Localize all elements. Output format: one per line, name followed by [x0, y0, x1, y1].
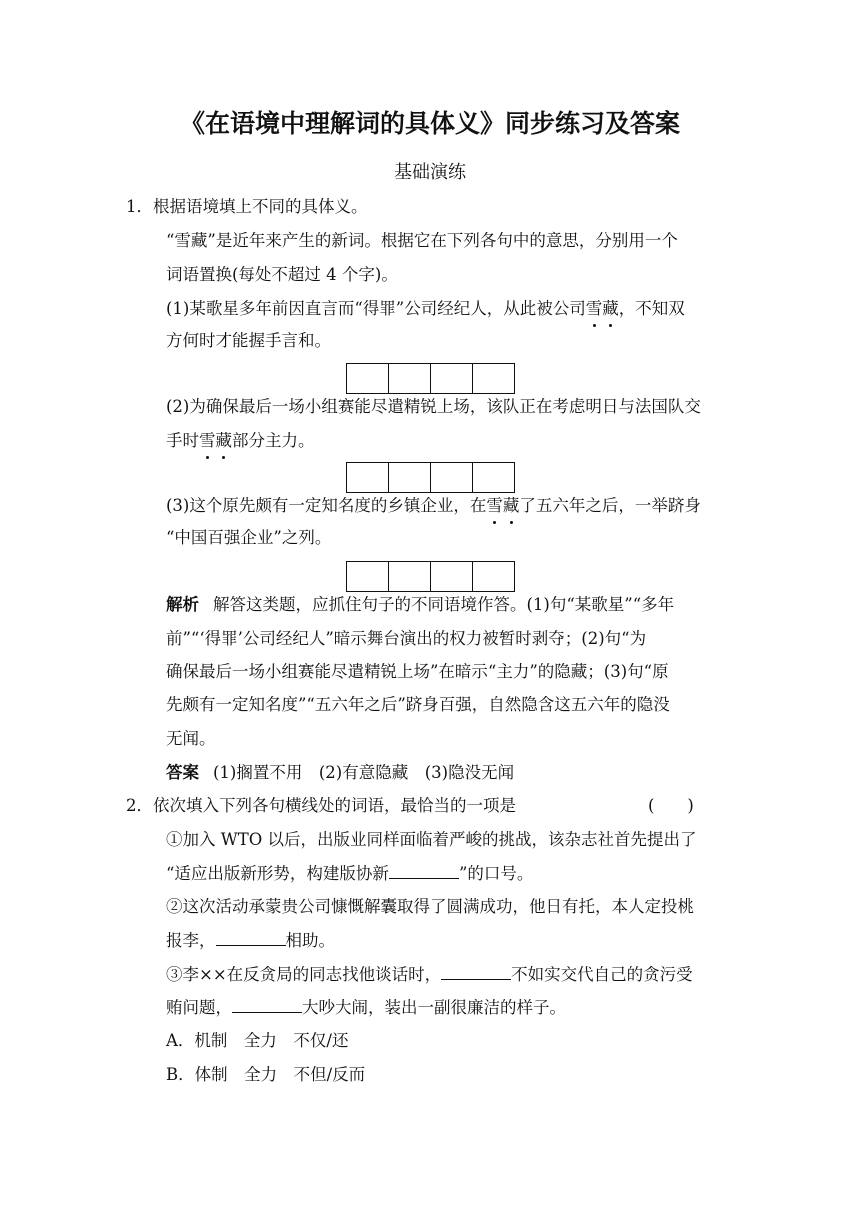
emphasis-char: 雪 — [585, 299, 603, 318]
answer-box[interactable] — [430, 363, 473, 394]
sentence-1-line-1: (1)某歌星多年前因直言而“得罪”公司经纪人，从此被公司雪藏，不知双 — [166, 299, 685, 318]
emphasis-char: 雪 — [486, 496, 503, 515]
answer-box[interactable] — [388, 561, 431, 592]
sentence-3-line-1: (3)这个原先颇有一定知名度的乡镇企业，在雪藏了五六年之后，一举跻身 — [166, 496, 701, 515]
analysis-line-2: 前”“‘得罪’公司经纪人”暗示舞台演出的权力被暂时剥夺；(2)句“为 — [166, 629, 647, 648]
emphasis-char: 藏 — [602, 299, 619, 318]
analysis-line-1: 解析 解答这类题，应抓住句子的不同语境作答。(1)句“某歌星”“多年 — [166, 595, 675, 614]
item-3-line-2: 贿问题， 大吵大闹，装出一副很廉洁的样子。 — [166, 998, 566, 1017]
answer-box[interactable] — [430, 561, 473, 592]
fill-blank[interactable] — [232, 996, 302, 1013]
answer-boxes-2[interactable] — [346, 462, 515, 492]
question-2-stem: 2．依次填入下列各句横线处的词语，最恰当的一项是 — [126, 796, 516, 815]
answer-box[interactable] — [472, 462, 515, 493]
analysis-line-5: 无闻。 — [166, 729, 216, 748]
item-2-line-2: 报李， 相助。 — [166, 931, 335, 950]
item-1-line-1: ①加入 WTO 以后，出版业同样面临着严峻的挑战，该杂志社首先提出了 — [166, 830, 697, 849]
answer-box[interactable] — [346, 462, 389, 493]
fill-blank[interactable] — [389, 862, 459, 879]
answer-label: 答案 — [166, 763, 199, 782]
sentence-2-line-2: 手时雪藏部分主力。 — [166, 431, 315, 450]
emphasis-char: 藏 — [502, 496, 520, 515]
item-2-line-1: ②这次活动承蒙贵公司慷慨解囊取得了圆满成功，他日有托，本人定投桃 — [166, 897, 694, 916]
answer-boxes-3[interactable] — [346, 561, 515, 591]
emphasis-char: 雪 — [199, 431, 216, 450]
sentence-2-line-1: (2)为确保最后一场小组赛能尽遣精锐上场，该队正在考虑明日与法国队交 — [166, 397, 701, 416]
answer-boxes-1[interactable] — [346, 363, 515, 393]
answer-box[interactable] — [472, 363, 515, 394]
analysis-line-4: 先颇有一定知名度”“五六年之后”跻身百强，自然隐含这五六年的隐没 — [166, 695, 670, 714]
fill-blank[interactable] — [216, 929, 286, 946]
sentence-1-line-2: 方何时才能握手言和。 — [166, 331, 331, 350]
option-a[interactable]: A．机制 全力 不仅/还 — [166, 1031, 349, 1050]
question-1-intro-line-1: “雪藏”是近年来产生的新词。根据它在下列各句中的意思，分别用一个 — [166, 231, 678, 250]
answer-box[interactable] — [346, 363, 389, 394]
analysis-line-3: 确保最后一场小组赛能尽遣精锐上场”在暗示“主力”的隐藏；(3)句“原 — [166, 662, 669, 681]
answer-box[interactable] — [430, 462, 473, 493]
document-title: 《在语境中理解词的具体义》同步练习及答案 — [179, 109, 680, 138]
fill-blank[interactable] — [441, 963, 511, 980]
sentence-3-line-2: “中国百强企业”之列。 — [166, 528, 332, 547]
answer-box[interactable] — [388, 462, 431, 493]
item-1-line-2: “适应出版新形势，构建版协新 ”的口号。 — [166, 864, 534, 883]
answer-box[interactable] — [388, 363, 431, 394]
analysis-label: 解析 — [166, 595, 199, 614]
question-1-stem: 1．根据语境填上不同的具体义。 — [126, 197, 368, 216]
item-3-line-1: ③李××在反贪局的同志找他谈话时， 不如实交代自己的贪污受 — [166, 965, 693, 984]
section-heading: 基础演练 — [394, 162, 466, 183]
emphasis-char: 藏 — [215, 431, 232, 450]
answer-box[interactable] — [472, 561, 515, 592]
answer-line: 答案 (1)搁置不用 (2)有意隐藏 (3)隐没无闻 — [166, 763, 515, 782]
option-b[interactable]: B．体制 全力 不但/反而 — [166, 1065, 366, 1084]
answer-parentheses[interactable]: ( ) — [648, 796, 694, 815]
answer-box[interactable] — [346, 561, 389, 592]
question-1-intro-line-2: 词语置换(每处不超过 4 个字)。 — [166, 265, 398, 284]
